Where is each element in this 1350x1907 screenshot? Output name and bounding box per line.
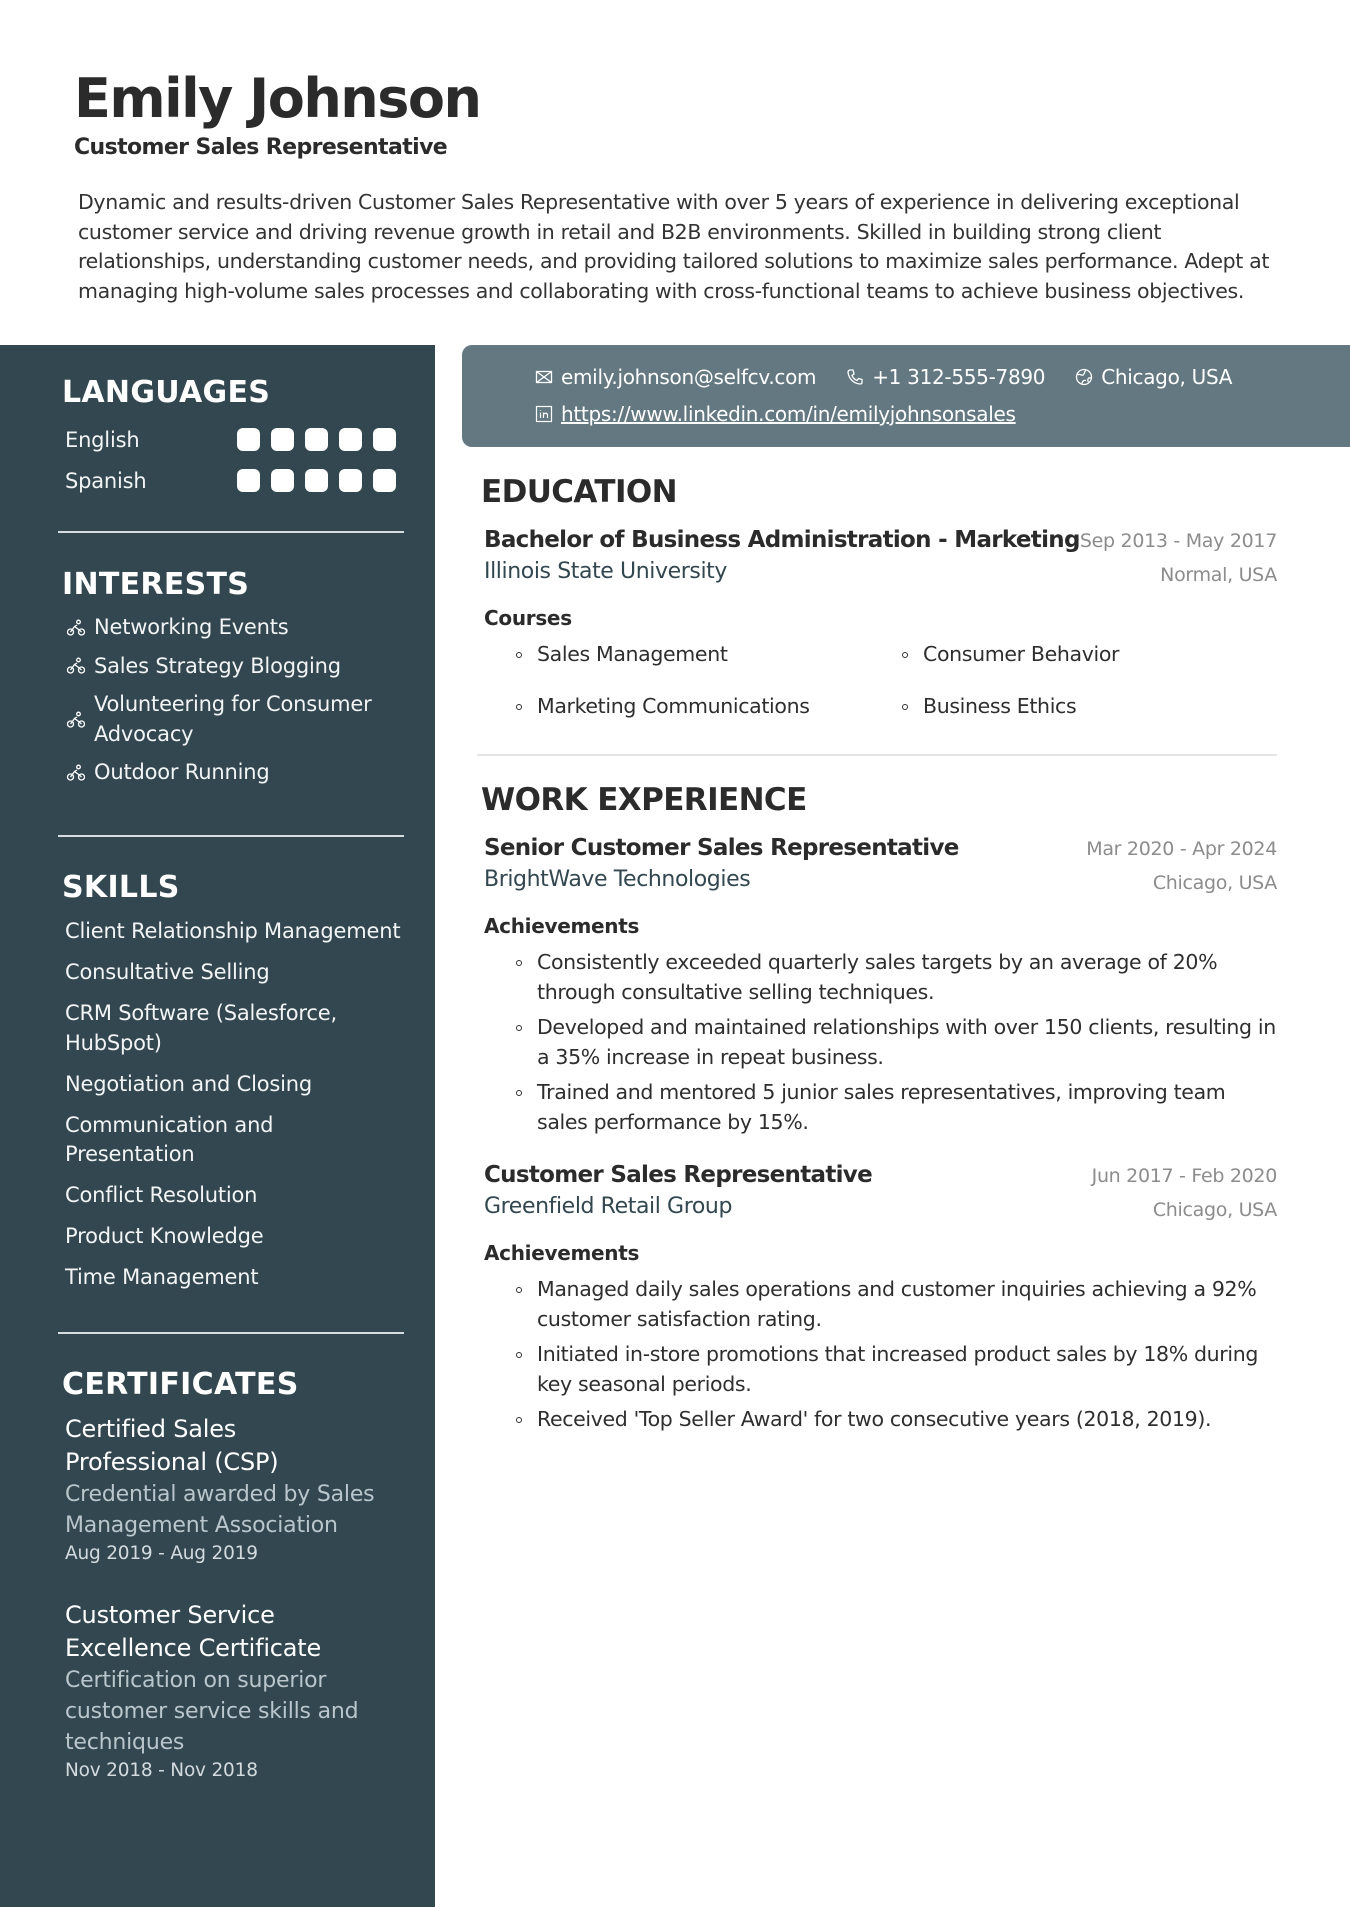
skill-item: Communication and Presentation (65, 1112, 274, 1166)
certificate-item (65, 1599, 404, 1784)
skill-item: CRM Software (Salesforce, HubSpot) (65, 1001, 337, 1055)
globe-icon (1075, 368, 1093, 386)
courses-list (516, 640, 1277, 721)
interest-label: Outdoor Running (94, 760, 270, 784)
bullet-icon (516, 960, 522, 966)
course-item: Sales Management (516, 640, 902, 670)
degree: Bachelor of Business Administration - Marketing (484, 527, 1080, 553)
level-dot (305, 428, 328, 451)
location-text: Chicago, USA (1101, 365, 1233, 389)
job-dates: Mar 2020 - Apr 2024 (1086, 838, 1277, 860)
language-item (65, 419, 404, 460)
interest-item (66, 613, 404, 643)
achievement-item: Managed daily sales operations and customer inquiries achieving a 92% customer satisfaction rating. (516, 1275, 1276, 1334)
level-dot (373, 428, 396, 451)
cyclist-icon (66, 618, 86, 638)
bullet-icon (902, 704, 908, 710)
achievement-item: Received 'Top Seller Award' for two consecutive years (2018, 2019). (516, 1405, 1276, 1435)
experience-entry (484, 1159, 1277, 1435)
bullet-icon (516, 1352, 522, 1358)
linkedin-link[interactable]: https://www.linkedin.com/in/emilyjohnsonsales (561, 402, 1016, 426)
achievements-label: Achievements (484, 1241, 640, 1265)
certificate-date: Aug 2019 - Aug 2019 (65, 1543, 258, 1564)
education-entry (484, 524, 1277, 721)
achievement-item: Consistently exceeded quarterly sales targets by an average of 20% through consultative selling techniques. (516, 948, 1276, 1007)
bullet-icon (516, 1090, 522, 1096)
courses-label: Courses (484, 606, 572, 630)
phone-text: +1 312-555-7890 (872, 365, 1046, 389)
level-dot (339, 469, 362, 492)
interest-label: Networking Events (94, 615, 289, 639)
bullet-icon (516, 652, 522, 658)
level-dot (237, 428, 260, 451)
contact-email[interactable] (535, 365, 816, 389)
bullet-icon (516, 1417, 522, 1423)
certificate-item (65, 1413, 404, 1567)
cyclist-icon (66, 656, 86, 676)
achievements-list (516, 1275, 1276, 1435)
course-item: Consumer Behavior (902, 640, 1288, 670)
language-level-indicator (237, 428, 396, 451)
language-name: Spanish (65, 468, 147, 493)
contact-bar (462, 345, 1350, 447)
achievement-item: Trained and mentored 5 junior sales representatives, improving team sales performance by 15%. (516, 1078, 1276, 1137)
job-role: Senior Customer Sales Representative (484, 835, 959, 861)
candidate-title: Customer Sales Representative (74, 135, 448, 160)
phone-icon (846, 368, 864, 386)
course-item: Business Ethics (902, 692, 1288, 722)
certificate-name: Customer Service Excellence Certificate (65, 1601, 322, 1662)
section-divider (58, 1332, 404, 1334)
skill-item: Consultative Selling (65, 960, 270, 984)
cyclist-icon (66, 710, 86, 730)
job-role: Customer Sales Representative (484, 1162, 872, 1188)
certificate-description: Credential awarded by Sales Management Association (65, 1482, 375, 1538)
interest-item (66, 652, 404, 682)
bullet-icon (516, 704, 522, 710)
certificate-date: Nov 2018 - Nov 2018 (65, 1760, 258, 1781)
section-divider (477, 754, 1277, 756)
skill-item: Product Knowledge (65, 1224, 264, 1248)
resume-header (74, 66, 1284, 162)
contact-row (535, 402, 1046, 426)
education-section (477, 472, 1277, 721)
certificate-description: Certification on superior customer service skills and techniques (65, 1668, 359, 1755)
skills-heading: SKILLS (62, 870, 180, 905)
email-text: emily.johnson@selfcv.com (561, 365, 817, 389)
job-location: Chicago, USA (1152, 872, 1277, 894)
contact-phone[interactable] (846, 365, 1045, 389)
level-dot (339, 428, 362, 451)
contact-row (535, 365, 1262, 389)
bullet-icon (902, 652, 908, 658)
job-location: Chicago, USA (1152, 1199, 1277, 1221)
contact-location (1075, 365, 1232, 389)
bullet-icon (516, 1287, 522, 1293)
sidebar (0, 345, 435, 1907)
company-name: Greenfield Retail Group (484, 1194, 733, 1219)
interest-label: Volunteering for Consumer Advocacy (94, 692, 372, 746)
linkedin-icon (535, 405, 553, 423)
level-dot (305, 469, 328, 492)
school-name: Illinois State University (484, 559, 728, 584)
language-name: English (65, 427, 140, 452)
interests-section (58, 565, 404, 797)
language-item (65, 460, 404, 501)
experience-heading: WORK EXPERIENCE (481, 782, 807, 818)
achievements-list (516, 948, 1276, 1137)
candidate-name: Emily Johnson (74, 67, 481, 130)
achievements-label: Achievements (484, 914, 640, 938)
language-level-indicator (237, 469, 396, 492)
cyclist-icon (66, 763, 86, 783)
certificates-section (58, 1365, 404, 1816)
interest-item (66, 690, 404, 749)
education-dates: Sep 2013 - May 2017 (1079, 530, 1277, 552)
skill-item: Negotiation and Closing (65, 1071, 312, 1096)
skill-item: Conflict Resolution (65, 1183, 258, 1207)
experience-section (477, 780, 1277, 1441)
level-dot (373, 469, 396, 492)
interests-heading: INTERESTS (62, 567, 250, 602)
skills-section (58, 868, 404, 1304)
skill-item: Time Management (65, 1265, 259, 1289)
education-heading: EDUCATION (481, 474, 677, 510)
bullet-icon (516, 1025, 522, 1031)
skill-item: Client Relationship Management (65, 919, 401, 943)
level-dot (271, 428, 294, 451)
envelope-icon (535, 368, 553, 386)
section-divider (58, 835, 404, 837)
certificate-name: Certified Sales Professional (CSP) (65, 1415, 279, 1476)
company-name: BrightWave Technologies (484, 867, 751, 892)
experience-entry (484, 832, 1277, 1137)
job-dates: Jun 2017 - Feb 2020 (1091, 1165, 1277, 1187)
contact-linkedin[interactable] (535, 402, 1016, 426)
interest-label: Sales Strategy Blogging (94, 653, 341, 678)
level-dot (237, 469, 260, 492)
achievement-item: Developed and maintained relationships with over 150 clients, resulting in a 35% increase in repeat business. (516, 1013, 1276, 1072)
course-item: Marketing Communications (516, 692, 902, 722)
section-divider (58, 531, 404, 533)
languages-section (58, 373, 404, 501)
level-dot (271, 469, 294, 492)
certificates-heading: CERTIFICATES (62, 1367, 299, 1402)
languages-heading: LANGUAGES (62, 375, 271, 410)
achievement-item: Initiated in-store promotions that increased product sales by 18% during key seasonal periods. (516, 1340, 1276, 1399)
interest-item (66, 758, 404, 788)
professional-summary: Dynamic and results-driven Customer Sales Representative with over 5 years of experience in delivering exceptional customer service and driving revenue growth in retail and B2B environments. Skilled in building strong client relationships, understanding customer needs, and providing tailored solutions to maximize sales performance. Adept at managing high-volume sales processes and collaborating with cross-functional teams to achieve business objectives. (78, 190, 1270, 303)
school-location: Normal, USA (1160, 564, 1277, 586)
